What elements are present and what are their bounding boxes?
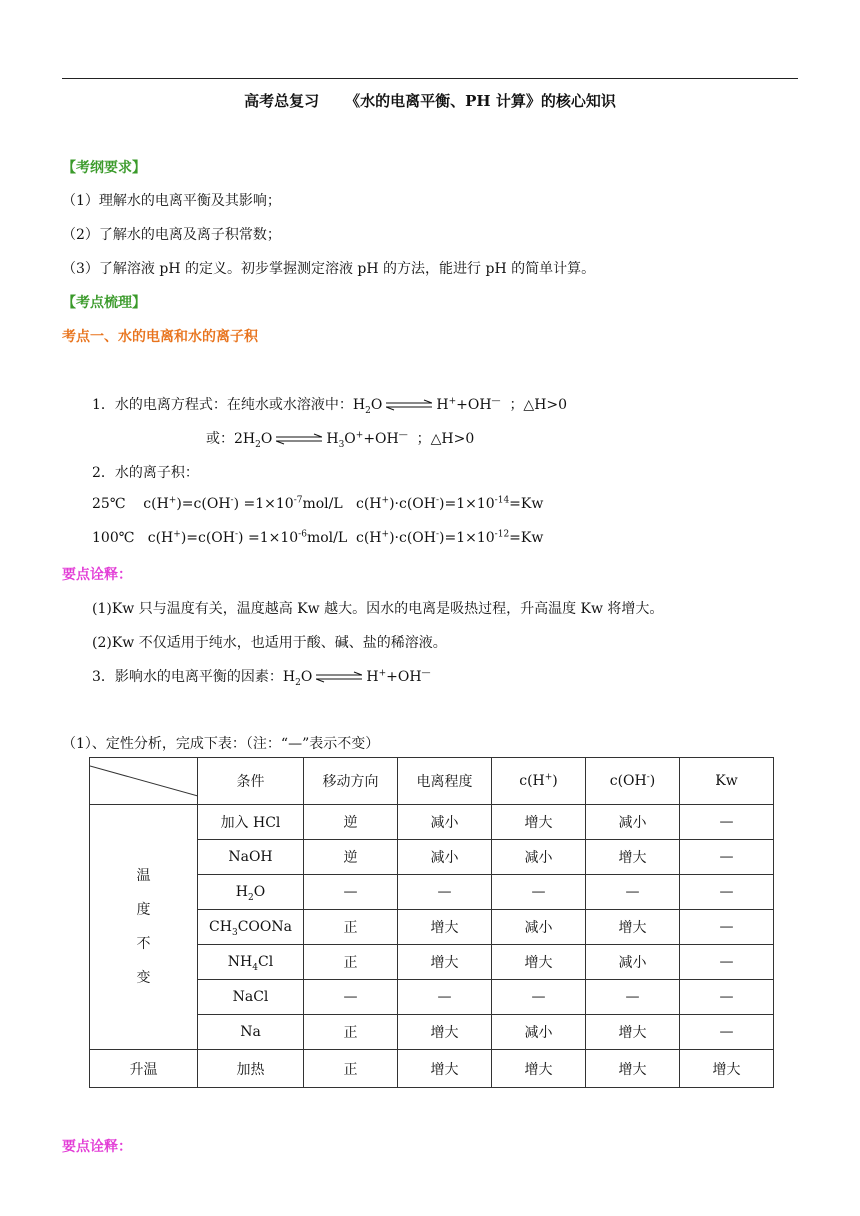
table-cell: — [492, 980, 586, 1015]
table-cell: 增大 [492, 805, 586, 840]
table-cell: 增大 [492, 945, 586, 980]
kw-25-product: $c(H^+)\cdot c(OH^-)=1\times 10^{-14}=Kw$ [356, 495, 544, 512]
table-cell: 减小 [398, 840, 492, 875]
top-rule [62, 78, 798, 79]
table-cell: — [398, 875, 492, 910]
table-cell: 加入 HCl [198, 805, 304, 840]
table-cell: — [680, 910, 774, 945]
table-cell: — [304, 980, 398, 1015]
table-header-condition: 条件 [198, 758, 304, 805]
note-item-1: (1)Kw 只与温度有关，温度越高 Kw 越大。因水的电离是吸热过程，升高温度 Kw 将增大。 [92, 601, 664, 617]
table-cell-nh4cl: $NH_4Cl$ [198, 945, 304, 980]
table-cell-ch3coona: $CH_3COONa$ [198, 910, 304, 945]
table-cell: NaOH [198, 840, 304, 875]
table-cell: NaCl [198, 980, 304, 1015]
ionization-equation-2: 或：$2H_2O$ $H_3O^++OH^—$ ；△H>0 [206, 430, 475, 450]
group-label-heating: 升温 [90, 1050, 198, 1088]
kw-100-product: $c(H^+)\cdot c(OH^-)=1\times 10^{-12}=Kw$ [356, 529, 544, 546]
table-cell: 增大 [398, 910, 492, 945]
table-header-kw: Kw [680, 758, 774, 805]
table-cell: 增大 [398, 1050, 492, 1088]
table-cell: 增大 [680, 1050, 774, 1088]
table-cell: 正 [304, 1015, 398, 1050]
table-cell: 增大 [398, 945, 492, 980]
kaogang-item-2: （2）了解水的电离及离子积常数； [62, 227, 281, 243]
table-header-ch: c(H+) [492, 758, 586, 805]
table-cell: 逆 [304, 805, 398, 840]
table-cell: 增大 [586, 910, 680, 945]
table-cell: 增大 [586, 1015, 680, 1050]
qualitative-analysis-table [89, 757, 774, 1088]
table-cell: 减小 [492, 840, 586, 875]
equilibrium-arrow-icon [386, 399, 432, 411]
table-cell: 增大 [586, 840, 680, 875]
equilibrium-arrow-icon [276, 433, 322, 445]
table-cell: — [586, 980, 680, 1015]
note-heading-2: 要点诠释： [62, 1139, 132, 1155]
table-cell: 减小 [586, 945, 680, 980]
table-cell: 增大 [398, 1015, 492, 1050]
kw-100-row: 100℃ $c(H^+)=c(OH^-) =1\times 10^{-6}mol/L$ [92, 529, 348, 546]
table-cell: 逆 [304, 840, 398, 875]
table-cell: 减小 [492, 1015, 586, 1050]
table-cell: 减小 [492, 910, 586, 945]
table-cell: 正 [304, 910, 398, 945]
factor-heading: 3．影响水的电离平衡的因素：$H_2O$ H++OH— [92, 668, 431, 688]
note-item-2: (2)Kw 不仅适用于纯水，也适用于酸、碱、盐的稀溶液。 [92, 635, 447, 651]
table-cell: 减小 [398, 805, 492, 840]
equilibrium-arrow-icon [316, 671, 362, 683]
table-cell-h2o: $H_2O$ [198, 875, 304, 910]
table-header-coh: c(OH-) [586, 758, 680, 805]
kw-25-row: 25℃ $c(H^+)=c(OH^-) =1\times 10^{-7}mol/L$ [92, 495, 343, 512]
table-cell: — [586, 875, 680, 910]
kaogang-heading: 【考纲要求】 [62, 160, 146, 176]
table-header-direction: 移动方向 [304, 758, 398, 805]
table-cell: 正 [304, 945, 398, 980]
note-heading: 要点诠释： [62, 567, 132, 583]
table-cell: — [304, 875, 398, 910]
diagonal-line-icon [90, 758, 198, 804]
kaodian-heading: 【考点梳理】 [62, 295, 146, 311]
table-cell: — [680, 945, 774, 980]
table-row [90, 1050, 774, 1088]
table-caption: （1）、定性分析，完成下表：（注：“—”表示不变） [62, 736, 380, 752]
table-cell: — [680, 875, 774, 910]
table-cell: — [680, 1015, 774, 1050]
table-header-degree: 电离程度 [398, 758, 492, 805]
ionic-product-heading: 2．水的离子积： [92, 465, 199, 481]
table-cell: 减小 [586, 805, 680, 840]
table-cell: — [680, 805, 774, 840]
table-cell: 增大 [492, 1050, 586, 1088]
ionization-equation-1: 1．水的电离方程式：在纯水或水溶液中：$H_2O$ H++OH— ；△H>0 [92, 396, 568, 416]
table-cell: Na [198, 1015, 304, 1050]
table-row [90, 805, 774, 840]
table-cell: — [680, 840, 774, 875]
kaodian1-heading: 考点一、水的电离和水的离子积 [62, 329, 258, 345]
kaogang-item-3: （3）了解溶液 pH 的定义。初步掌握测定溶液 pH 的方法，能进行 pH 的简单计算。 [62, 261, 596, 277]
kaogang-item-1: （1）理解水的电离平衡及其影响； [62, 193, 281, 209]
table-cell: 增大 [586, 1050, 680, 1088]
table-cell: — [680, 980, 774, 1015]
table-cell: — [492, 875, 586, 910]
group-label-constant-temp: 温 度 不 变 [90, 805, 198, 1050]
table-corner-cell [90, 758, 198, 805]
table-cell: 正 [304, 1050, 398, 1088]
table-cell: — [398, 980, 492, 1015]
table-cell: 加热 [198, 1050, 304, 1088]
page-title: 高考总复习 《水的电离平衡、PH 计算》的核心知识 [244, 92, 616, 110]
